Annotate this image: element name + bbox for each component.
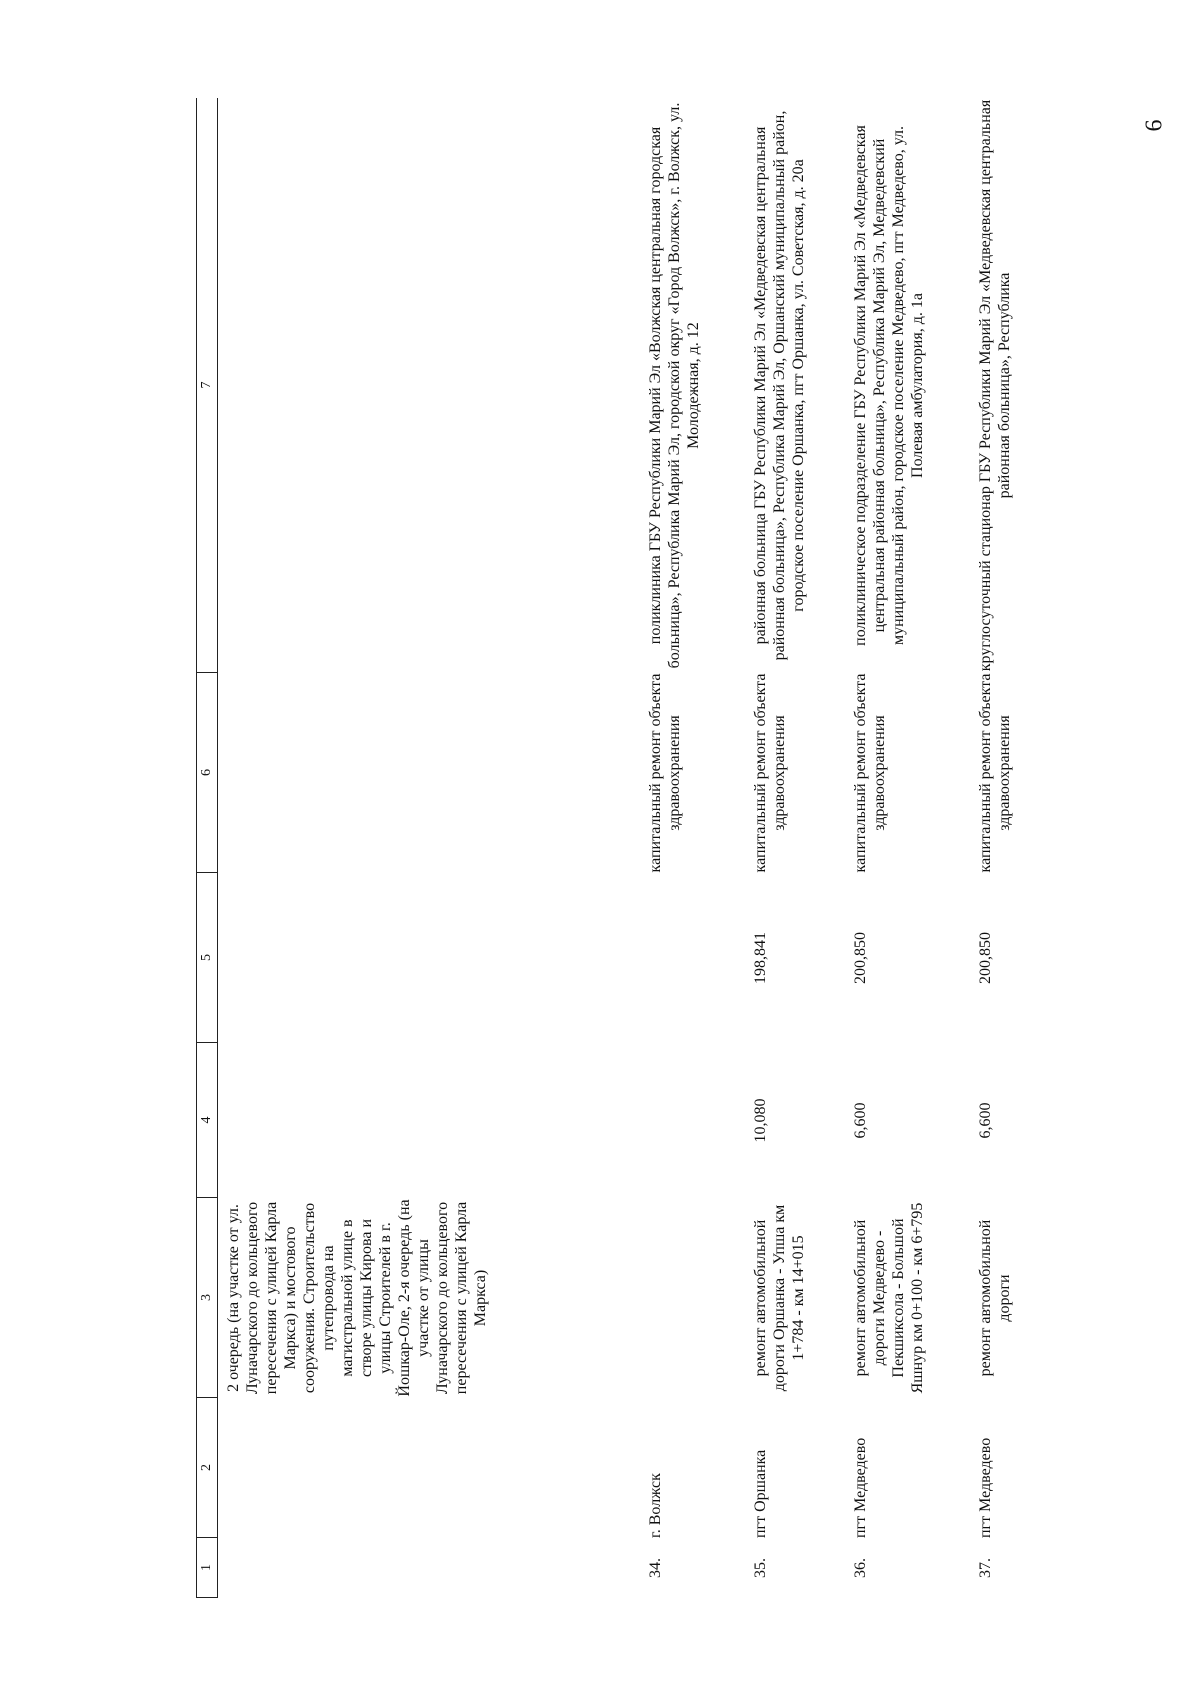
row-number-35: 35.	[752, 1558, 769, 1578]
column-header-5: 5	[197, 873, 217, 1043]
row-36-col5-value: 200,850	[852, 932, 869, 984]
row-number-36: 36.	[852, 1558, 869, 1578]
row-34-locality: г. Волжск	[647, 1473, 664, 1538]
table-header-row	[196, 98, 218, 1598]
row-35-object: ремонт автомобильной дороги Оршанка - Упша км 1+784 - км 14+015	[752, 1204, 807, 1392]
column-header-3: 3	[197, 1198, 217, 1398]
rotated-table	[196, 98, 1016, 1598]
row-37-locality: пгт Медведево	[977, 1437, 994, 1538]
row-37-col5-value: 200,850	[977, 932, 994, 984]
row-34-work-type: капитальный ремонт объекта здравоохранения	[647, 673, 683, 873]
row-37-work-type: капитальный ремонт объекта здравоохранения	[977, 673, 1013, 873]
row-37-col4-value: 6,600	[977, 1102, 994, 1139]
row-35-description: районная больница ГБУ Республики Марий Эл «Медведевская центральная районная больница», Республика Марий Эл, Оршанский муниципальный район, городское поселение Оршанка, пгт Оршанка, ул. Советская, д. 20а	[752, 110, 807, 661]
continuation-object-cell: 2 очередь (на участке от ул. Луначарского до кольцевого пересечения с улицей Карла Маркса) и мостового сооружения. Строительство путепровода на магистральной улице в створе улицы Кирова и улицы Строителей в г. Йошкар-Оле, 2-я очередь (на участке от улицы Луначарского до кольцевого пересечения с улицей Карла Маркса)	[225, 1199, 489, 1397]
page-number: 6	[1141, 119, 1168, 132]
row-35-locality: пгт Оршанка	[752, 1449, 769, 1538]
column-header-1: 1	[197, 1538, 217, 1598]
column-header-2: 2	[197, 1398, 217, 1538]
table	[196, 98, 1016, 1598]
column-header-7: 7	[197, 98, 217, 673]
row-number-34: 34.	[647, 1558, 664, 1578]
row-36-description: поликлиническое подразделение ГБУ Республики Марий Эл «Медведевская центральная районная больница», Республика Марий Эл, Медведевский муниципальный район, городское поселение Медведево, пгт Медведево, ул. Полевая амбулатория, д. 1а	[852, 125, 926, 646]
row-34-description: поликлиника ГБУ Республики Марий Эл «Волжская центральная городская больница», Республика Марий Эл, городской округ «Город Волжск», г. Волжск, ул. Молодежная, д. 12	[647, 102, 702, 669]
column-header-6: 6	[197, 673, 217, 873]
row-36-col4-value: 6,600	[852, 1102, 869, 1139]
row-37-description: круглосуточный стационар ГБУ Республики Марий Эл «Медведевская центральная районная больница», Республика	[977, 99, 1013, 672]
row-35-work-type: капитальный ремонт объекта здравоохранения	[752, 673, 788, 873]
row-36-object: ремонт автомобильной дороги Медведево - Пекшиксола - Большой Яшнур км 0+100 - км 6+795	[852, 1202, 926, 1394]
row-37-object: ремонт автомобильной дороги	[977, 1219, 1013, 1377]
row-35-col4-value: 10,080	[752, 1098, 769, 1143]
row-36-work-type: капитальный ремонт объекта здравоохранения	[852, 673, 888, 873]
row-35-col5-value: 198,841	[752, 932, 769, 984]
column-header-4: 4	[197, 1043, 217, 1198]
row-number-37: 37.	[977, 1558, 994, 1578]
row-36-locality: пгт Медведево	[852, 1437, 869, 1538]
